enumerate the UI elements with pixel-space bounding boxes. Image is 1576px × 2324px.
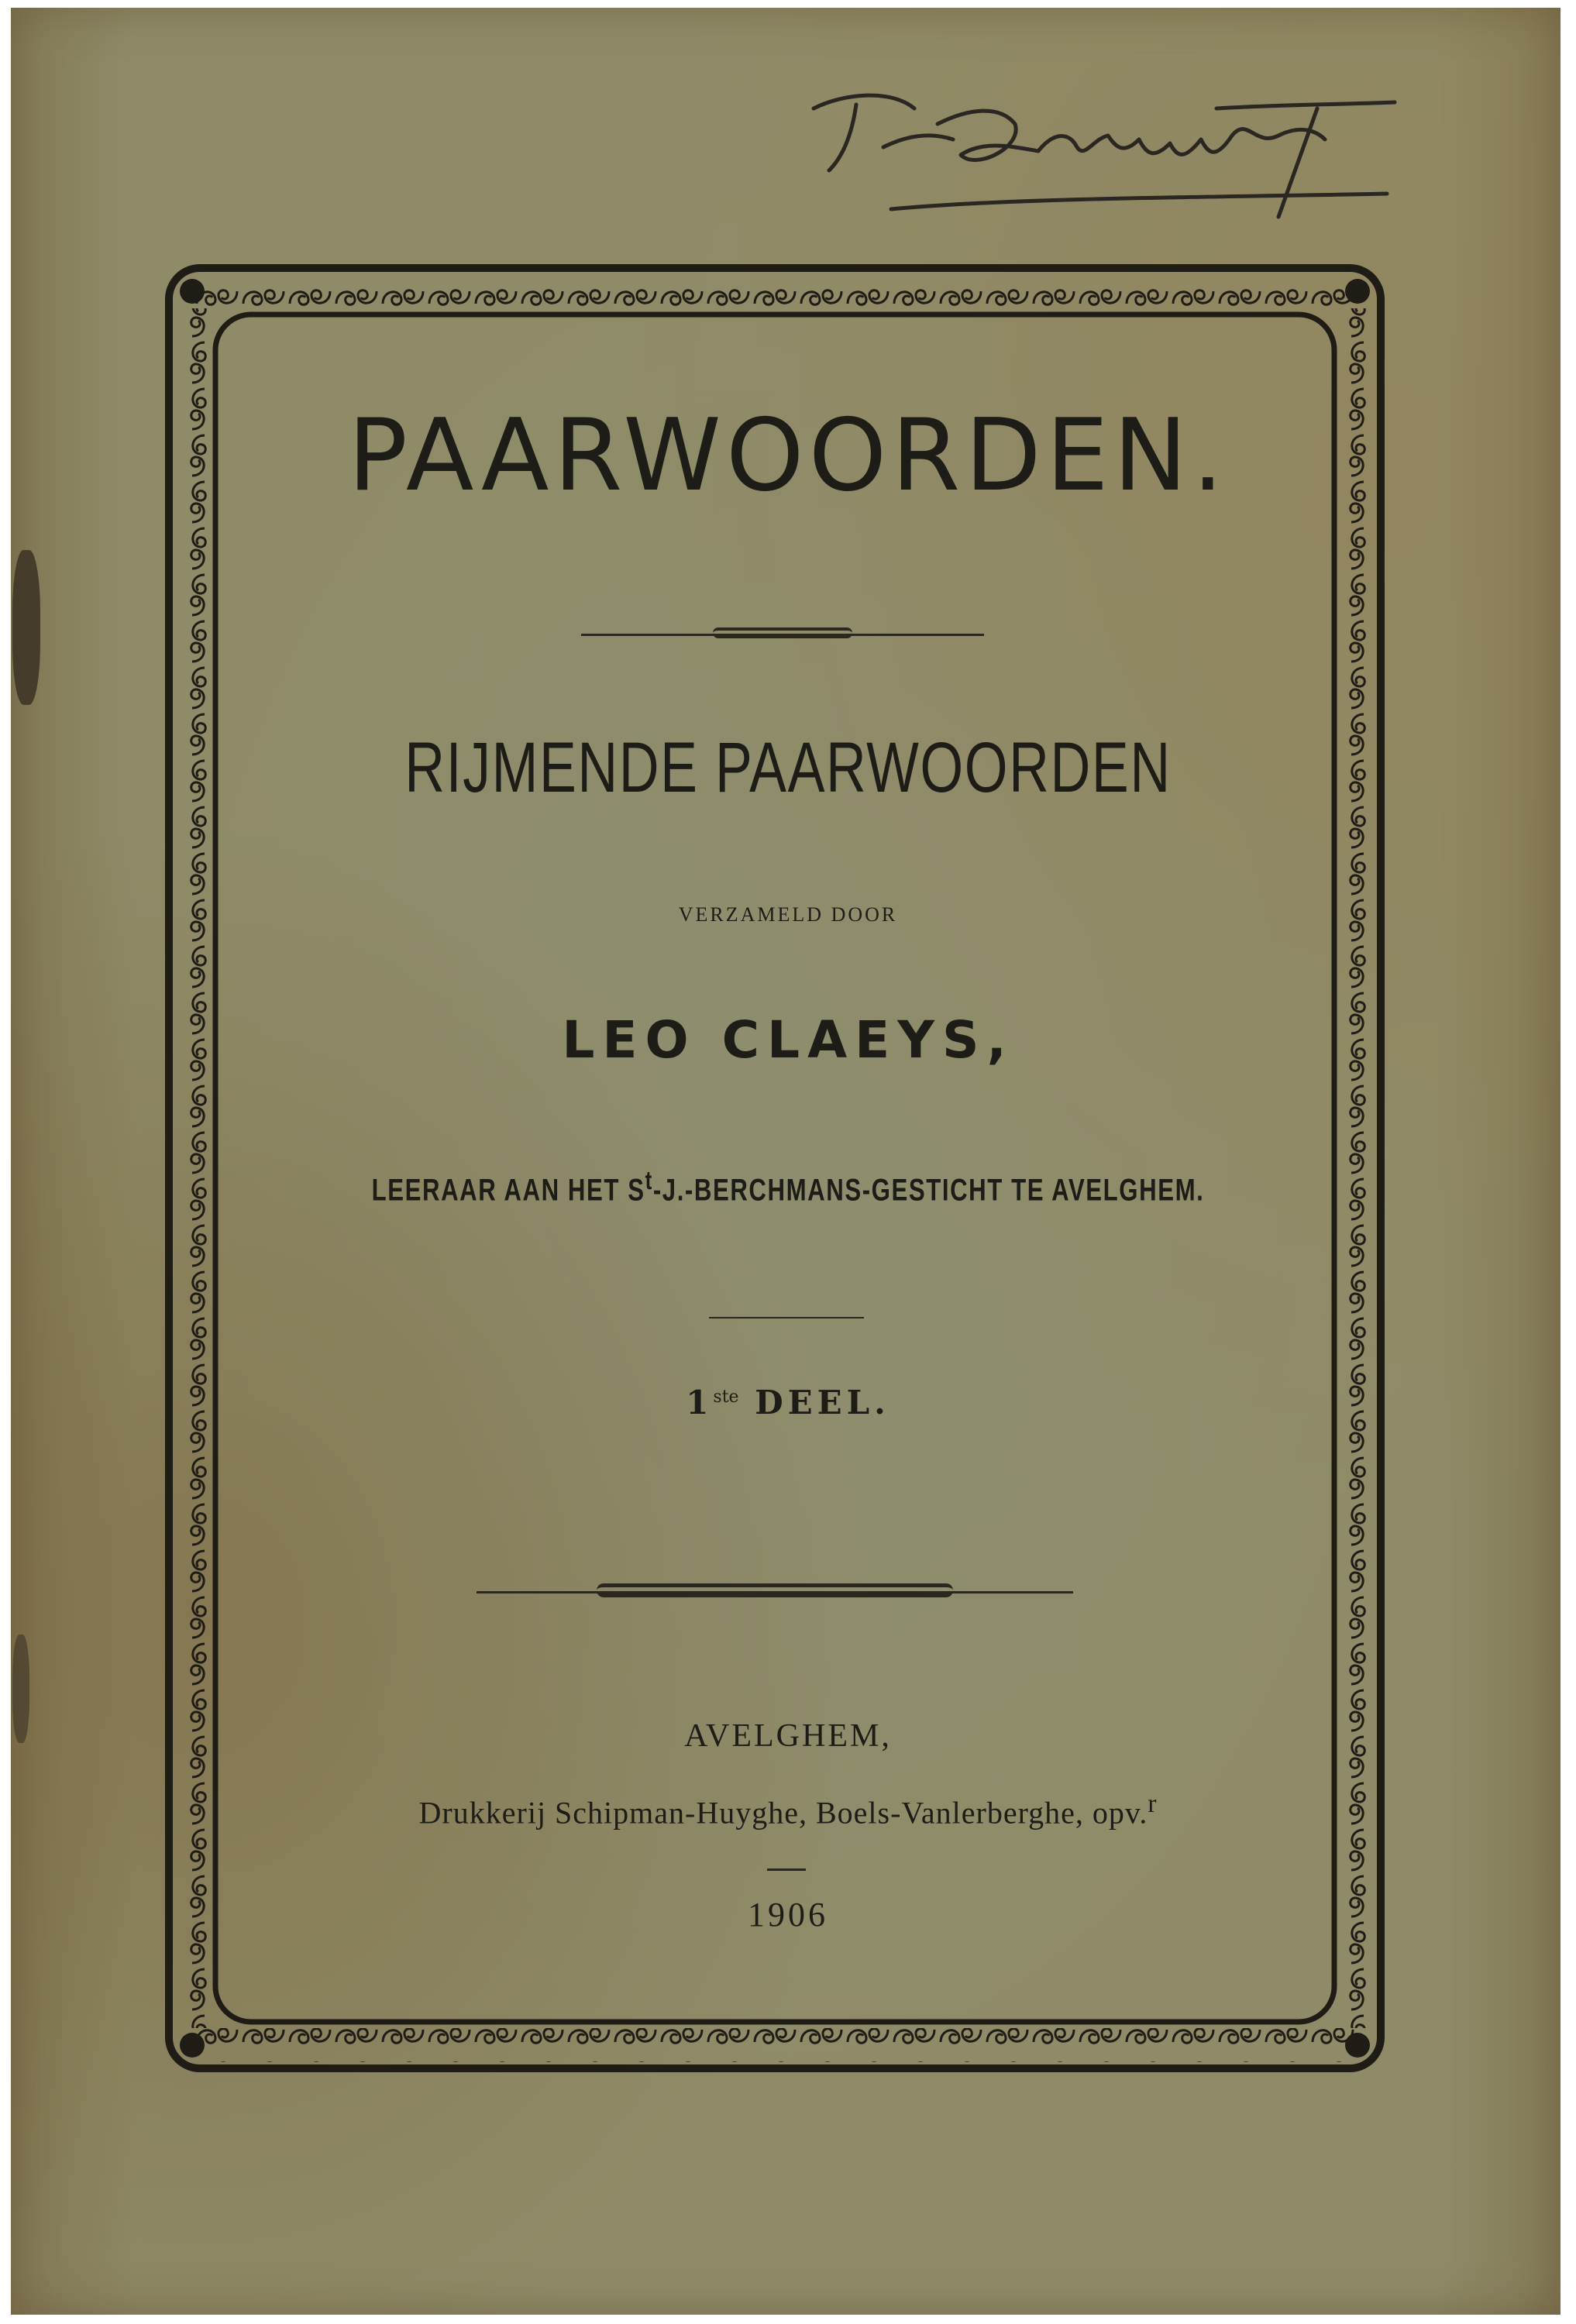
thin-divider (709, 1317, 864, 1318)
part-word: DEEL. (738, 1384, 890, 1422)
binding-stain-top (12, 550, 40, 705)
printer-name: Drukkerij Schipman-Huyghe, Boels-Vanlerberghe, opv. (418, 1795, 1148, 1831)
publication-year: 1906 (748, 1896, 828, 1934)
handwritten-signature (783, 62, 1402, 240)
part-ordinal-sup: ste (713, 1387, 739, 1407)
part-number: 1 (686, 1384, 714, 1422)
author-name: LEO CLAEYS, (562, 1010, 1014, 1070)
publication-place: AVELGHEM, (684, 1718, 892, 1754)
printer-sup: r (1148, 1789, 1158, 1818)
book-subtitle: RIJMENDE PAARWOORDEN (404, 728, 1172, 807)
part-label (0, 1384, 1576, 1422)
collected-by-line: VERZAMELD DOOR (678, 903, 898, 926)
author-affiliation (174, 1167, 1403, 1208)
affiliation-pre: LEERAAR AAN HET S (371, 1173, 645, 1208)
book-title: PAARWOORDEN. (347, 398, 1229, 514)
short-dash (767, 1868, 806, 1871)
affiliation-post: -J.-BERCHMANS-GESTICHT TE AVELGHEM. (652, 1173, 1205, 1208)
printer-line (0, 1789, 1576, 1831)
affiliation-sup: t (645, 1167, 653, 1195)
ornament-divider-top-center (713, 627, 852, 638)
ornament-divider-bottom-center (597, 1583, 953, 1597)
